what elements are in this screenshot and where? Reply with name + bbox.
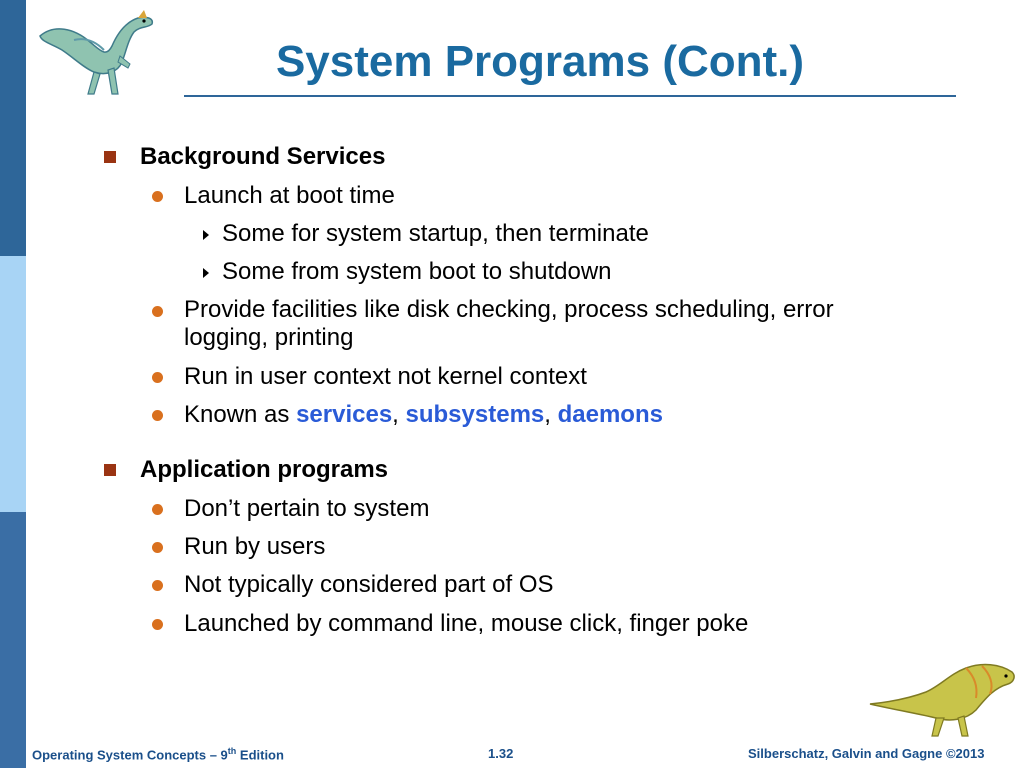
- bullet-not-os: Not typically considered part of OS: [184, 571, 554, 598]
- footer-authors: Silberschatz, Galvin and Gagne ©2013: [748, 746, 985, 761]
- square-bullet-icon: [104, 464, 116, 476]
- footer-book-sup: th: [227, 746, 237, 756]
- arrow-bullet-icon: [203, 268, 209, 278]
- bullet-pertain-system: Don’t pertain to system: [184, 495, 430, 522]
- bullet-application-programs: Application programs: [140, 456, 389, 483]
- arrow-bullet-icon: [203, 230, 209, 240]
- dot-bullet-icon: [152, 619, 163, 630]
- footer-book-prefix: Operating System Concepts – 9: [32, 747, 228, 763]
- bullet-system-startup: Some for system startup, then terminate: [222, 220, 649, 247]
- known-as-prefix: Known as: [184, 401, 297, 428]
- bullet-run-by-users: Run by users: [184, 533, 326, 560]
- footer-page-number: 1.32: [488, 746, 514, 761]
- footer-book-suffix: Edition: [236, 747, 284, 763]
- slide-title: System Programs (Cont.): [275, 37, 805, 86]
- dot-bullet-icon: [152, 504, 163, 515]
- dot-bullet-icon: [152, 372, 163, 383]
- footer-book-title: [32, 746, 284, 762]
- term-separator: ,: [392, 401, 406, 428]
- bullet-launched-by: Launched by command line, mouse click, finger poke: [184, 610, 749, 637]
- bullet-user-context: Run in user context not kernel context: [184, 363, 587, 390]
- dot-bullet-icon: [152, 306, 163, 317]
- bullet-facilities-line2: logging, printing: [184, 324, 354, 351]
- bullet-launch-boot: Launch at boot time: [184, 182, 395, 209]
- dot-bullet-icon: [152, 191, 163, 202]
- bullet-background-services: Background Services: [140, 143, 386, 170]
- term-separator: ,: [544, 401, 558, 428]
- bullet-known-as: [184, 401, 663, 429]
- bullet-facilities-line1: Provide facilities like disk checking, process scheduling, error: [184, 296, 834, 323]
- square-bullet-icon: [104, 151, 116, 163]
- term-services: services: [296, 401, 393, 428]
- term-daemons: daemons: [557, 401, 663, 428]
- bullet-boot-shutdown: Some from system boot to shutdown: [222, 258, 612, 285]
- dot-bullet-icon: [152, 580, 163, 591]
- dinosaur-bottom-icon: [866, 658, 1018, 738]
- dot-bullet-icon: [152, 410, 163, 421]
- term-subsystems: subsystems: [405, 401, 545, 428]
- dot-bullet-icon: [152, 542, 163, 553]
